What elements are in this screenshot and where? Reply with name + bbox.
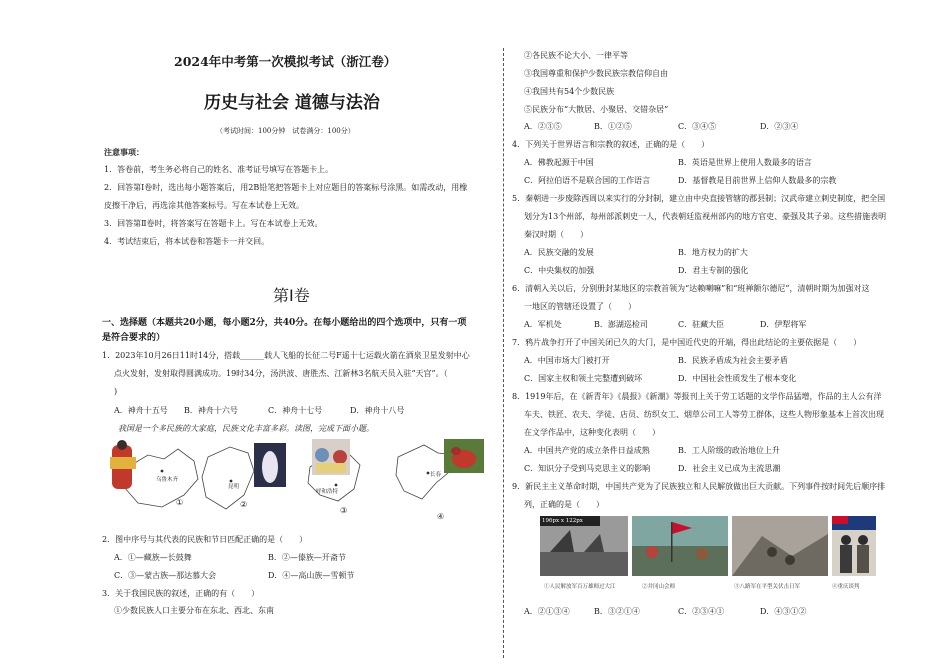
- map3-label: 呼和浩特: [316, 489, 339, 495]
- photo-caption-3: ③八路军在平型关伏击日军: [734, 584, 801, 590]
- note-item: 4．考试结束后，将本试卷和答题卡一并交回。: [104, 237, 270, 246]
- q6-option-b: B．澎湖巡检司: [594, 320, 648, 329]
- q2-option-b: B．②—傣族—开斋节: [268, 553, 346, 562]
- q8-option-c: C．知识分子受到马克思主义的影响: [524, 464, 651, 473]
- q1-stem: 1．2023年10月26日11时14分，搭载______载人飞船的长征二号F遥十七运载火箭在酒泉卫星发射中心: [102, 351, 470, 360]
- q3-item: ⑤民族分布“大散居、小聚居、交错杂居”: [524, 105, 669, 114]
- q2-option-a: A．①—藏族—长鼓舞: [114, 553, 192, 562]
- map2-label: 昆明: [228, 484, 240, 490]
- photo-2-svg: [632, 516, 728, 576]
- photo-caption-1: ①人民解放军百万雄师过大江: [544, 584, 616, 590]
- q8-option-d: D．社会主义已成为主流思潮: [678, 464, 781, 473]
- q9-option-d: D．④③①②: [760, 607, 807, 616]
- q1-stem-cont: 点火发射，发射取得圆满成功。19时34分，汤洪波、唐胜杰、江新林3名航天员入驻“天宫”。（: [114, 369, 448, 378]
- q4-option-d: D．基督教是目前世界上信仰人数最多的宗教: [678, 176, 837, 185]
- q8-stem-end: 在文学作品中，这种变化表明（ ）: [524, 428, 660, 437]
- photo-3-svg: [732, 516, 828, 576]
- note-item: 3．回答第Ⅱ卷时，将答案写在答题卡上。写在本试卷上无效。: [104, 219, 323, 228]
- q8-option-a: A．中国共产党的成立条件日益成熟: [524, 446, 650, 455]
- q5-option-d: D．君主专制的强化: [678, 266, 749, 275]
- q8-option-b: B．工人阶级的政治地位上升: [678, 446, 780, 455]
- map3-number: ③: [340, 506, 348, 515]
- q4-option-a: A．佛教起源于中国: [524, 158, 594, 167]
- note-item: 1．答卷前，考生务必将自己的姓名、准考证号填写在答题卡上。: [104, 165, 334, 174]
- q1-option-a: A．神舟十五号: [114, 406, 168, 415]
- map1-number: ①: [176, 498, 184, 507]
- q1-option-d: D．神舟十八号: [350, 406, 405, 415]
- photo-4-svg: [832, 516, 876, 576]
- q7-option-c: C．国家主权和领土完整遭到破坏: [524, 374, 643, 383]
- ethnic-map-figure: [98, 437, 498, 527]
- exam-title: 2024年中考第一次模拟考试（浙江卷）: [174, 54, 397, 69]
- q3-option-c: C．③④⑤: [678, 122, 717, 131]
- photo-caption-2: ②井冈山会师: [642, 584, 676, 590]
- q3-option-a: A．②③⑤: [524, 122, 562, 131]
- q5-stem: 5．秦朝进一步废除西周以来实行的分封制，建立由中央直接管辖的郡县制；汉武帝建立刺史制度，把全国: [512, 194, 886, 203]
- q3-item: ④我国共有54个少数民族: [524, 87, 615, 96]
- q6-option-d: D．伊犁将军: [760, 320, 807, 329]
- photo-1-crossing-river: [540, 516, 628, 576]
- notes-heading: 注意事项：: [104, 147, 144, 157]
- q3-option-d: D．②③④: [760, 122, 799, 131]
- map1-label: 乌鲁木齐: [156, 477, 179, 483]
- map4-label: 长春: [430, 472, 442, 478]
- q5-option-c: C．中央集权的加强: [524, 266, 595, 275]
- map4-number: ④: [437, 512, 445, 521]
- q7-option-a: A．中国市场大门被打开: [524, 356, 610, 365]
- q4-option-c: C．阿拉伯语不是联合国的工作语言: [524, 176, 651, 185]
- q6-option-a: A．军机处: [524, 320, 562, 329]
- right-column: [510, 0, 910, 672]
- note-item: 2．回答第Ⅰ卷时，选出每小题答案后，用2B铅笔把答题卡上对应题目的答案标号涂黑。如需改动，用橡: [104, 183, 468, 192]
- q6-option-c: C．驻藏大臣: [678, 320, 725, 329]
- q6-stem: 6．清朝入关以后，分别册封某地区的宗教首领为“达赖喇嘛”和“班禅额尔德尼”，清朝时期为加强对这: [512, 284, 870, 293]
- q7-stem: 7．鸦片战争打开了中国关闭已久的大门，是中国近代史的开端，得出此结论的主要依据是（ ）: [512, 338, 862, 347]
- note-item: 皮擦干净后，再选涂其他答案标号。写在本试卷上无效。: [104, 201, 304, 210]
- intro-text: 我国是一个多民族的大家庭，民族文化丰富多彩。读图，完成下面小题。: [118, 424, 374, 433]
- q3-option-b: B．①②⑤: [594, 122, 632, 131]
- q1-stem-end: ): [114, 387, 118, 396]
- q3-item: ②各民族不论大小、一律平等: [524, 51, 628, 60]
- q5-option-a: A．民族交融的发展: [524, 248, 594, 257]
- q9-stem: 9．新民主主义革命时期，中国共产党为了民族独立和人民解放做出巨大贡献。下列事件按时间先后顺序排: [512, 482, 886, 491]
- q9-option-c: C．②③④①: [678, 607, 725, 616]
- q8-stem: 8．1919年后，在《新青年》《晨报》《新潮》等报刊上关于劳工话题的文学作品猛增，作品的主人公有洋: [512, 392, 882, 401]
- section-heading: 一、选择题（本题共20小题，每小题2分，共40分。在每小题给出的四个选项中，只有一项: [102, 318, 467, 328]
- volume-title: 第Ⅰ卷: [273, 286, 310, 305]
- exam-info: （考试时间：100分钟 试卷满分：100分）: [216, 127, 355, 135]
- left-column: [98, 0, 498, 672]
- exam-subject: 历史与社会 道德与法治: [204, 93, 380, 113]
- photo-caption-4: ④重庆谈判: [832, 584, 860, 590]
- map2-number: ②: [240, 500, 248, 509]
- q5-stem-end: 秦汉时期（ ）: [524, 230, 588, 239]
- photo-4-chongqing: [832, 516, 876, 576]
- q2-option-c: C．③—蒙古族—那达慕大会: [114, 571, 217, 580]
- q4-stem: 4．下列关于世界语言和宗教的叙述，正确的是（ ）: [512, 140, 710, 149]
- q8-stem-cont: 车夫、铁匠、农夫、学徒、店员、纺织女工、烟草公司工人等劳工群体，这些人物形象基本上首次出现: [524, 410, 884, 419]
- column-divider: [503, 48, 505, 658]
- q6-stem-cont: 一地区的管辖还设置了（ ）: [524, 302, 636, 311]
- q9-option-b: B．③②①④: [594, 607, 640, 616]
- q2-stem: 2．图中序号与其代表的民族和节日匹配正确的是（ ）: [102, 535, 308, 544]
- q3-stem: 3．关于我国民族的叙述，正确的有（ ）: [102, 589, 260, 598]
- q3-item: ①少数民族人口主要分布在东北、西北、东南: [114, 606, 274, 615]
- q5-option-b: B．地方权力的扩大: [678, 248, 748, 257]
- q2-option-d: D．④—高山族—雪顿节: [268, 571, 355, 580]
- q1-option-c: C．神舟十七号: [268, 406, 323, 415]
- q5-stem-cont: 划分为13个州部，每州部派刺史一人，代表朝廷监视州部内的地方官吏、豪强及其子弟。这些措施表明: [524, 212, 887, 221]
- photo-3-pingxingguan: [732, 516, 828, 576]
- photo-size-stamp: 196px x 122px: [542, 518, 583, 524]
- q3-item: ③我国尊重和保护少数民族宗教信仰自由: [524, 69, 668, 78]
- q9-stem-cont: 列，正确的是（ ）: [524, 500, 604, 509]
- photo-2-jinggangshan: [632, 516, 728, 576]
- q7-option-d: D．中国社会性质发生了根本变化: [678, 374, 797, 383]
- q1-option-b: B．神舟十六号: [184, 406, 238, 415]
- q9-option-a: A．②①③④: [524, 607, 570, 616]
- q7-option-b: B．民族矛盾成为社会主要矛盾: [678, 356, 788, 365]
- q4-option-b: B．英语是世界上使用人数最多的语言: [678, 158, 812, 167]
- section-heading-cont: 是符合要求的）: [102, 333, 166, 343]
